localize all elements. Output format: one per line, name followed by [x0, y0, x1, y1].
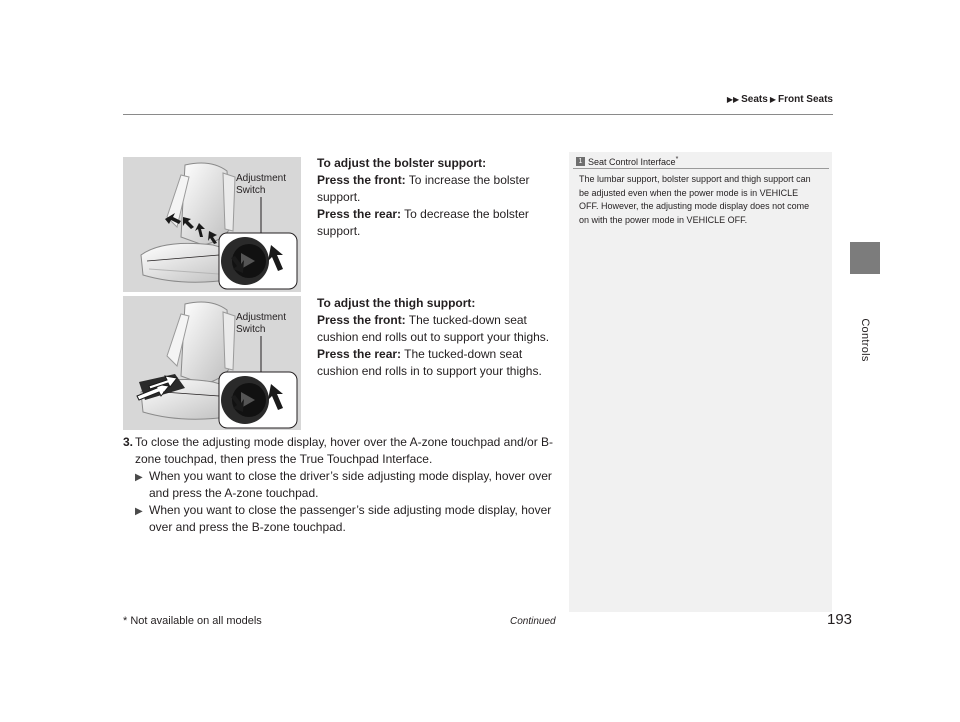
note-footnote-star: *	[675, 156, 679, 163]
breadcrumb	[727, 94, 833, 105]
footnote: * Not available on all models	[123, 615, 262, 627]
thigh-rear-text: The tucked-down seat cushion end rolls in to support your thighs.	[317, 347, 542, 378]
note-title	[576, 156, 678, 167]
thigh-heading: To adjust the thigh support:	[317, 296, 476, 310]
header-divider	[123, 114, 833, 115]
note-title-label: Seat Control Interface	[588, 157, 676, 167]
adjustment-switch-callout	[236, 173, 300, 197]
bolster-front-para	[317, 172, 557, 206]
thigh-rear-para	[317, 346, 557, 380]
bolster-heading: To adjust the bolster support:	[317, 156, 487, 170]
step-text: To close the adjusting mode display, hover over the A-zone touchpad and/or B-zone touchpad, then press the True Touchpad Interface.	[135, 435, 554, 466]
thigh-instructions	[317, 295, 557, 380]
callout-line2: Switch	[236, 324, 266, 335]
adjustment-switch-callout	[236, 312, 300, 336]
step-3	[123, 434, 558, 536]
thigh-front-text: The tucked-down seat cushion end rolls out to support your thighs.	[317, 313, 550, 344]
bolster-rear-text: To decrease the bolster support.	[317, 207, 529, 238]
substep-arrow-icon: ▶	[135, 472, 143, 483]
note-title-text[interactable]	[588, 156, 678, 167]
thigh-front-para	[317, 312, 557, 346]
step-substep-passenger	[135, 502, 558, 536]
breadcrumb-item-seats[interactable]: Seats	[741, 94, 768, 105]
continued-label: Continued	[510, 616, 556, 627]
breadcrumb-item-front-seats[interactable]: Front Seats	[777, 94, 833, 105]
substep-driver-text: When you want to close the driver’s side adjusting mode display, hover over and press the A-zone touchpad.	[149, 469, 552, 500]
page-number: 193	[827, 611, 853, 628]
note-body: The lumbar support, bolster support and thigh support can be adjusted even when the power mode is in VEHICLE OFF. However, the adjusting mode display does not come on with the power mode in VEHICLE OFF.	[579, 174, 811, 225]
callout-line1: Adjustment	[236, 312, 287, 323]
breadcrumb-separator-icon: ▶	[769, 95, 776, 104]
step-number: 3.	[123, 435, 134, 449]
thigh-front-label: Press the front:	[317, 313, 406, 327]
bolster-front-text: To increase the bolster support.	[317, 173, 530, 204]
bolster-rear-label: Press the rear:	[317, 207, 402, 221]
chapter-tab-label[interactable]: Controls	[859, 318, 871, 362]
breadcrumb-arrow-icon: ▶▶	[726, 95, 740, 104]
thigh-rear-label: Press the rear:	[317, 347, 402, 361]
substep-arrow-icon: ▶	[135, 506, 143, 517]
bolster-instructions	[317, 155, 557, 240]
bolster-rear-para	[317, 206, 557, 240]
bolster-front-label: Press the front:	[317, 173, 406, 187]
callout-line1: Adjustment	[236, 173, 287, 184]
thigh-figure	[123, 296, 301, 430]
substep-passenger-text: When you want to close the passenger’s side adjusting mode display, hover over and press the B-zone touchpad.	[149, 503, 552, 534]
chapter-tab-marker	[850, 242, 880, 274]
step-substep-driver	[135, 468, 558, 502]
callout-line2: Switch	[236, 185, 266, 196]
note-number-badge: 1	[576, 157, 585, 166]
bolster-figure	[123, 157, 301, 292]
note-divider	[573, 168, 829, 169]
